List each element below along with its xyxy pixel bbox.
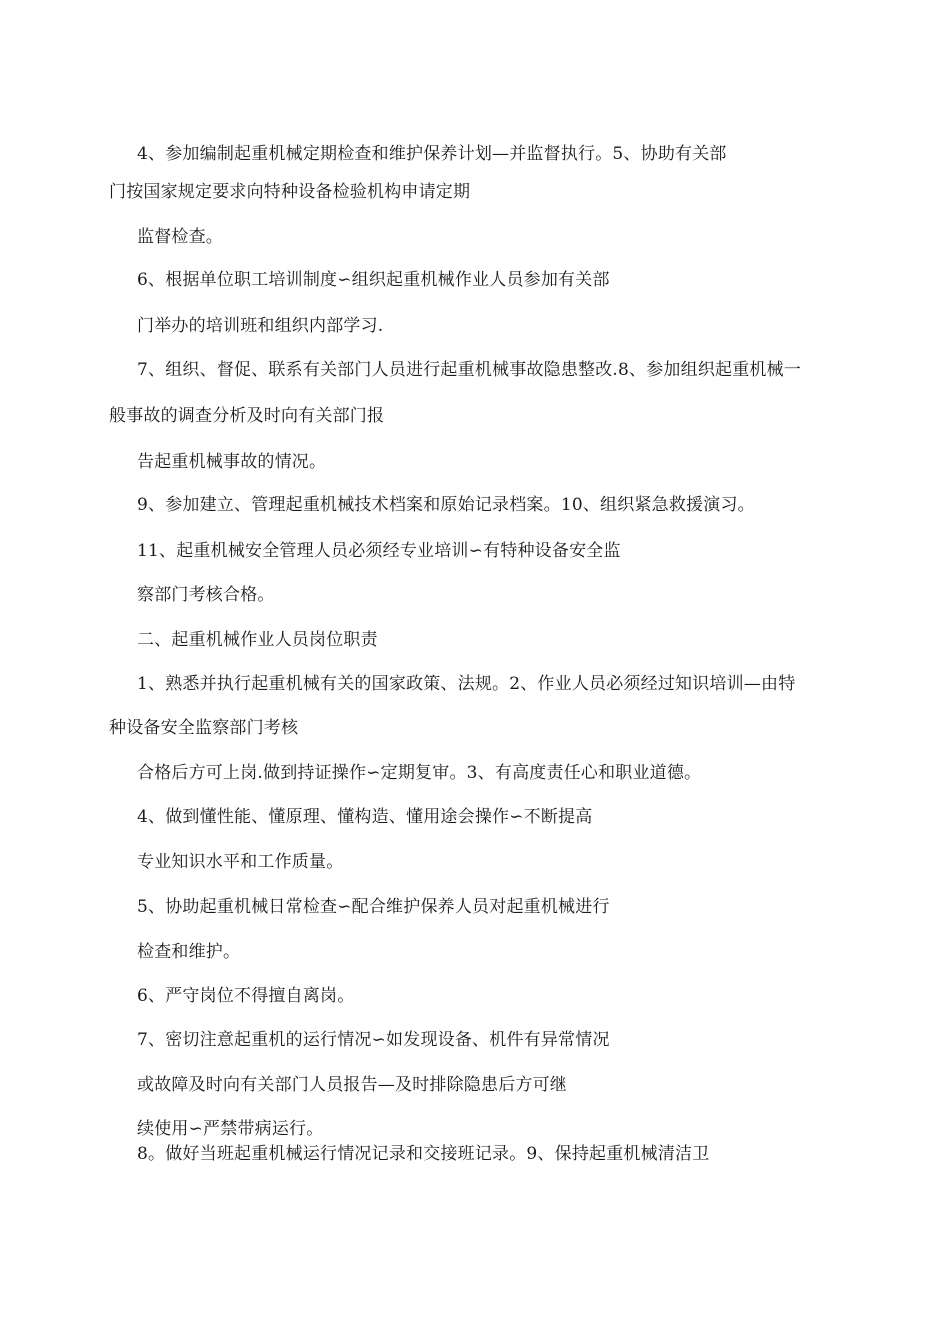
text-line: 门按国家规定要求向特种设备检验机构申请定期	[109, 182, 471, 202]
text-line: 6、严守岗位不得擅自离岗。	[137, 986, 355, 1006]
text-line: 般事故的调查分析及时向有关部门报	[109, 406, 385, 426]
text-line: 或故障及时向有关部门人员报告—及时排除隐患后方可继	[137, 1075, 567, 1095]
text-line: 7、密切注意起重机的运行情况∽如发现设备、机件有异常情况	[137, 1030, 610, 1050]
text-line: 5、协助起重机械日常检查∽配合维护保养人员对起重机械进行	[137, 897, 610, 917]
text-line: 门举办的培训班和组织内部学习.	[137, 316, 384, 336]
text-line: 7、组织、督促、联系有关部门人员进行起重机械事故隐患整改.8、参加组织起重机械一	[137, 360, 802, 380]
text-line: 续使用∽严禁带病运行。	[137, 1119, 324, 1139]
text-line: 监督检查。	[137, 227, 223, 247]
text-line: 4、参加编制起重机械定期检查和维护保养计划—并监督执行。5、协助有关部	[137, 144, 727, 164]
text-line: 合格后方可上岗.做到持证操作∽定期复审。3、有高度责任心和职业道德。	[137, 763, 702, 783]
text-line: 察部门考核合格。	[137, 585, 275, 605]
text-line: 种设备安全监察部门考核	[109, 718, 299, 738]
text-line: 4、做到懂性能、懂原理、懂构造、懂用途会操作∽不断提高	[137, 807, 593, 827]
text-line: 告起重机械事故的情况。	[137, 452, 327, 472]
text-line: 6、根据单位职工培训制度∽组织起重机械作业人员参加有关部	[137, 270, 610, 290]
text-line: 11、起重机械安全管理人员必须经专业培训∽有特种设备安全监	[137, 541, 621, 561]
text-line: 1、熟悉并执行起重机械有关的国家政策、法规。2、作业人员必须经过知识培训—由特	[137, 674, 796, 694]
text-line: 9、参加建立、管理起重机械技术档案和原始记录档案。10、组织紧急救援演习。	[137, 495, 755, 515]
section-heading: 二、起重机械作业人员岗位职责	[137, 630, 378, 650]
text-line: 8。做好当班起重机械运行情况记录和交接班记录。9、保持起重机械清洁卫	[137, 1144, 710, 1164]
text-line: 专业知识水平和工作质量。	[137, 852, 344, 872]
text-line: 检查和维护。	[137, 942, 241, 962]
